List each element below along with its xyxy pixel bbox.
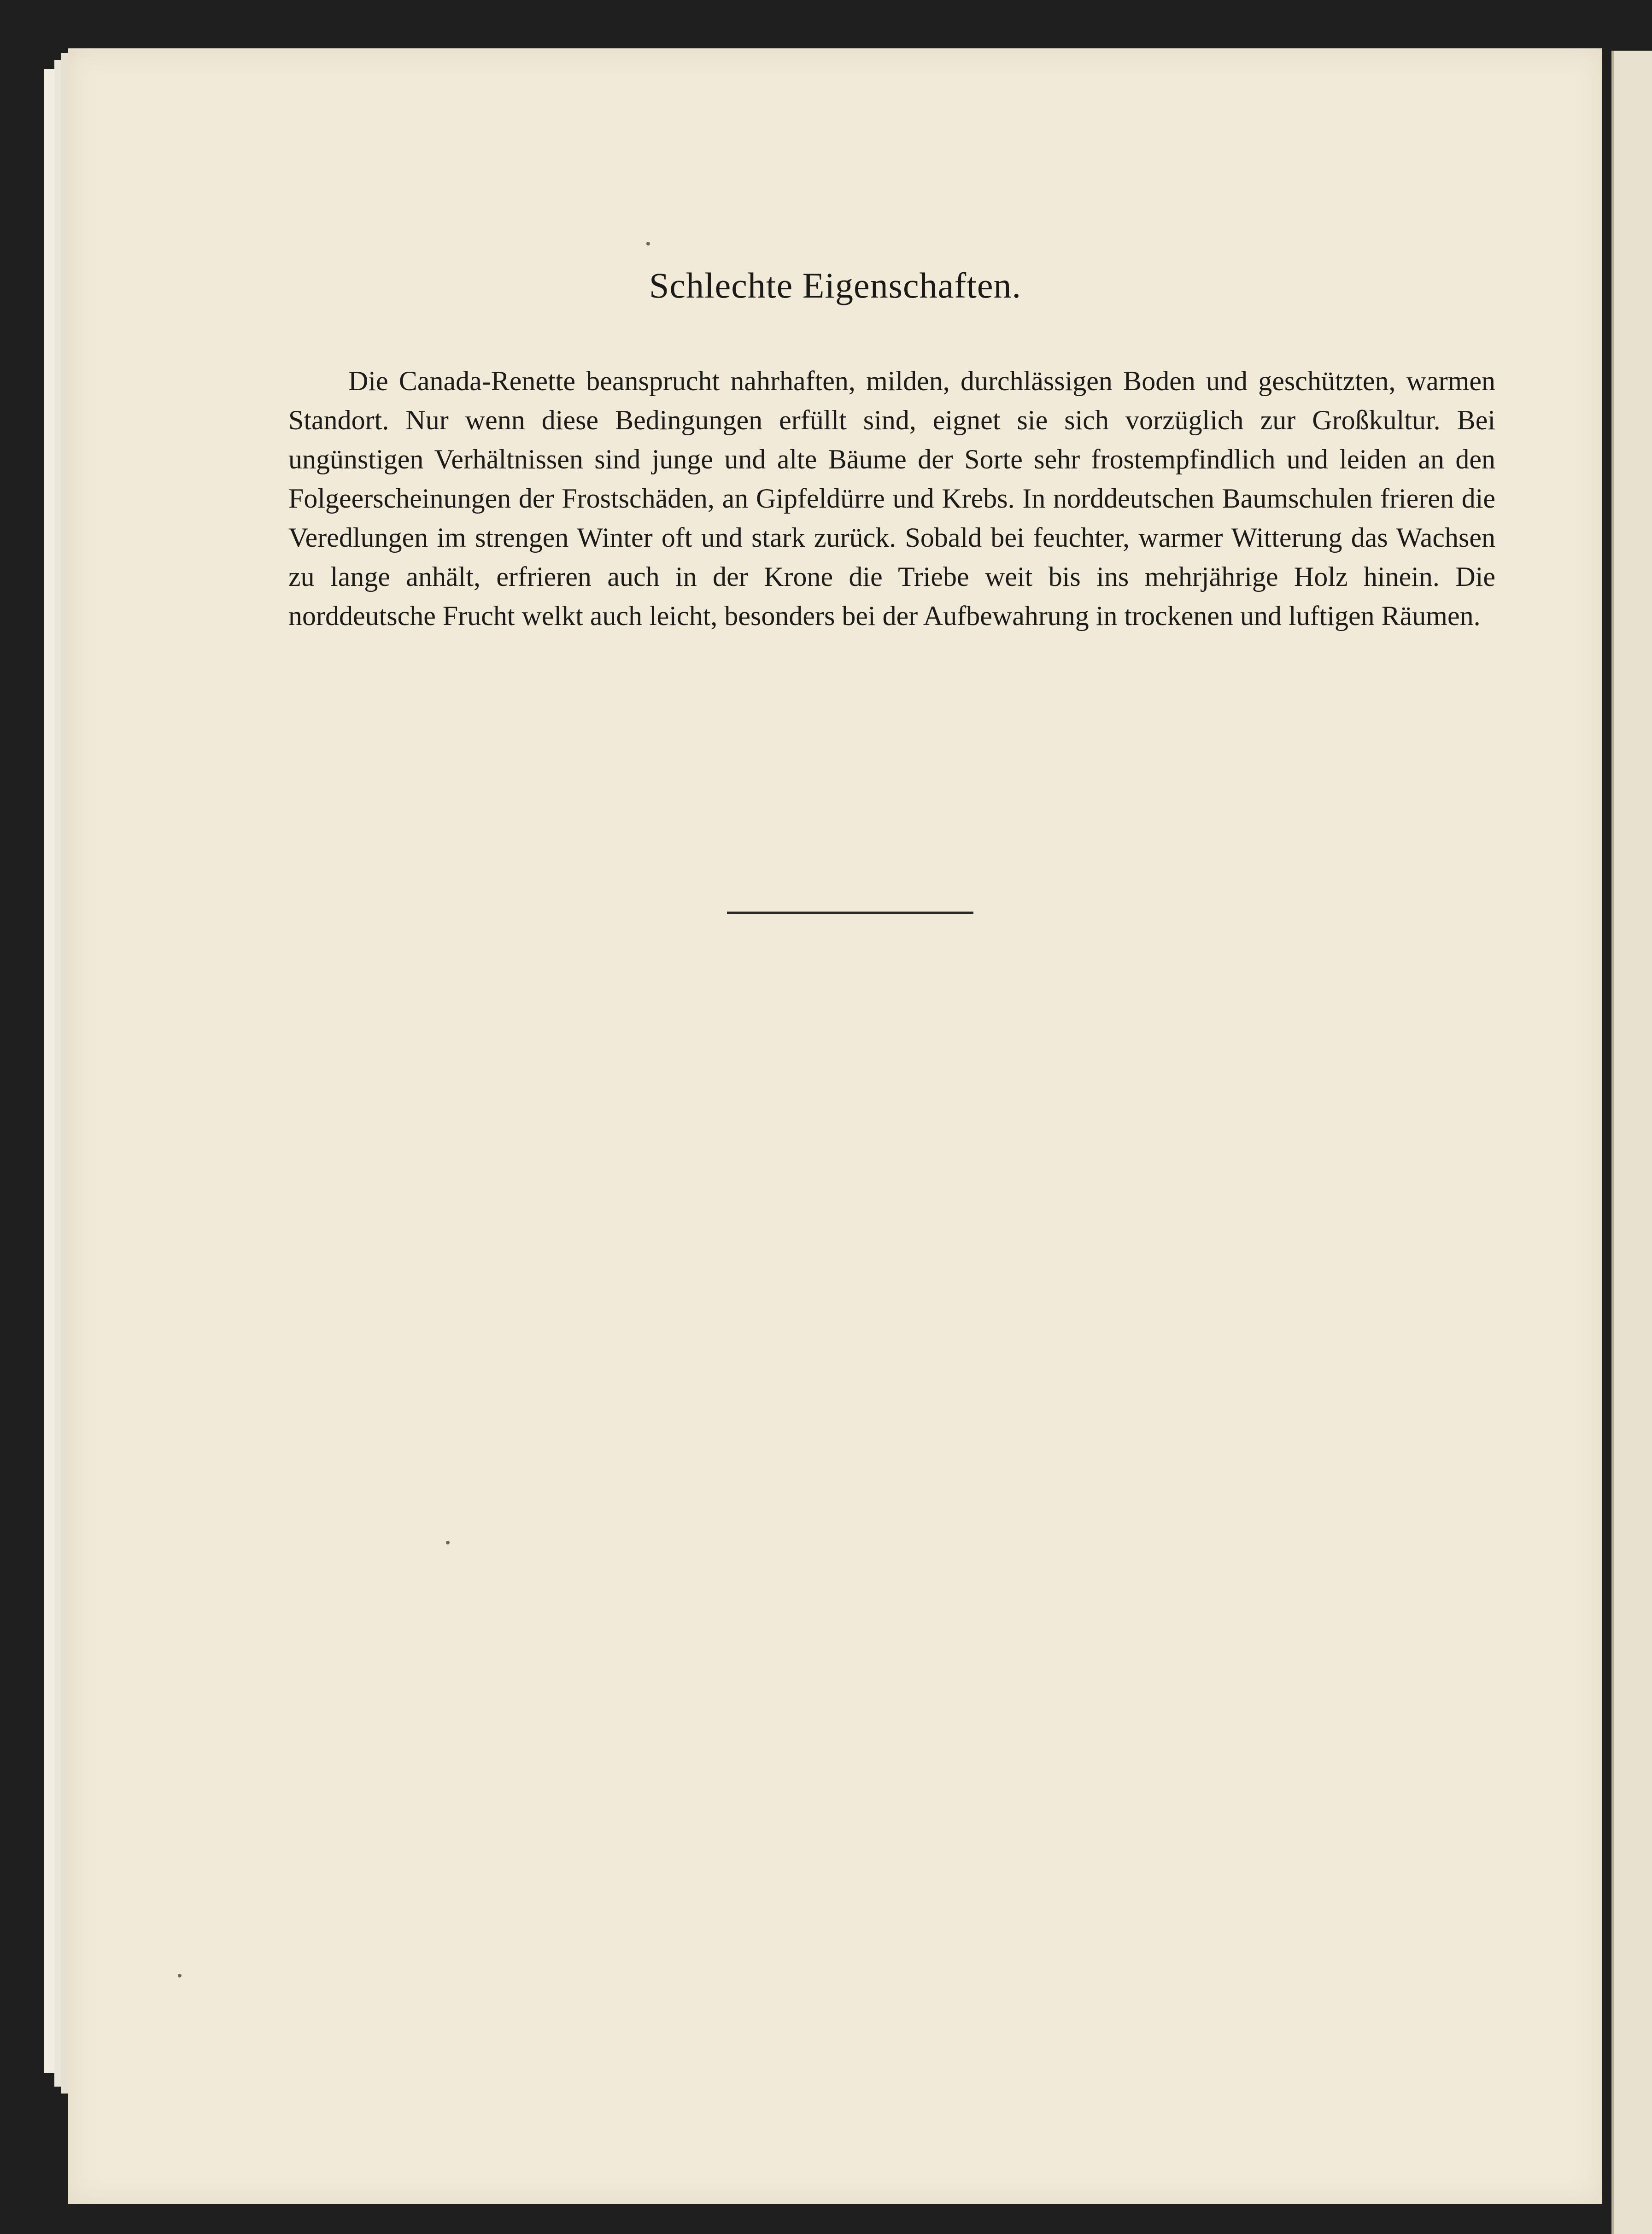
adjacent-page-edge [1611, 51, 1652, 2234]
paper-speck [178, 1974, 182, 1977]
section-heading: Schlechte Eigenschaften. [649, 265, 1021, 305]
page-content [68, 48, 1602, 2204]
paper-speck [646, 242, 650, 246]
document-page [68, 48, 1602, 2204]
section-divider-rule [727, 912, 911, 914]
paper-speck [446, 1541, 450, 1544]
section-divider-rule [911, 912, 973, 914]
body-paragraph: Die Canada-Renette beansprucht nahrhaften, milden, durchlässigen Boden und geschützten, warmen Standort. Nur wenn diese Bedingungen erfüllt sind, eignet sie sich vorzüglich zur Großkultur. Bei ungünstigen Verhältnissen sind junge und alte Bäume der Sorte sehr frostempfindlich und leiden an den Folgeerscheinungen der Frostschäden, an Gipfeldürre und Krebs. In norddeutschen Baumschulen frieren die Veredlungen im strengen Winter oft und stark zurück. Sobald bei feuchter, warmer Witterung das Wachsen zu lange anhält, erfrieren auch in der Krone die Triebe weit bis ins mehrjährige Holz hinein. Die norddeutsche Frucht welkt auch leicht, besonders bei der Aufbewahrung in trockenen und luftigen Räumen. [288, 366, 1495, 631]
